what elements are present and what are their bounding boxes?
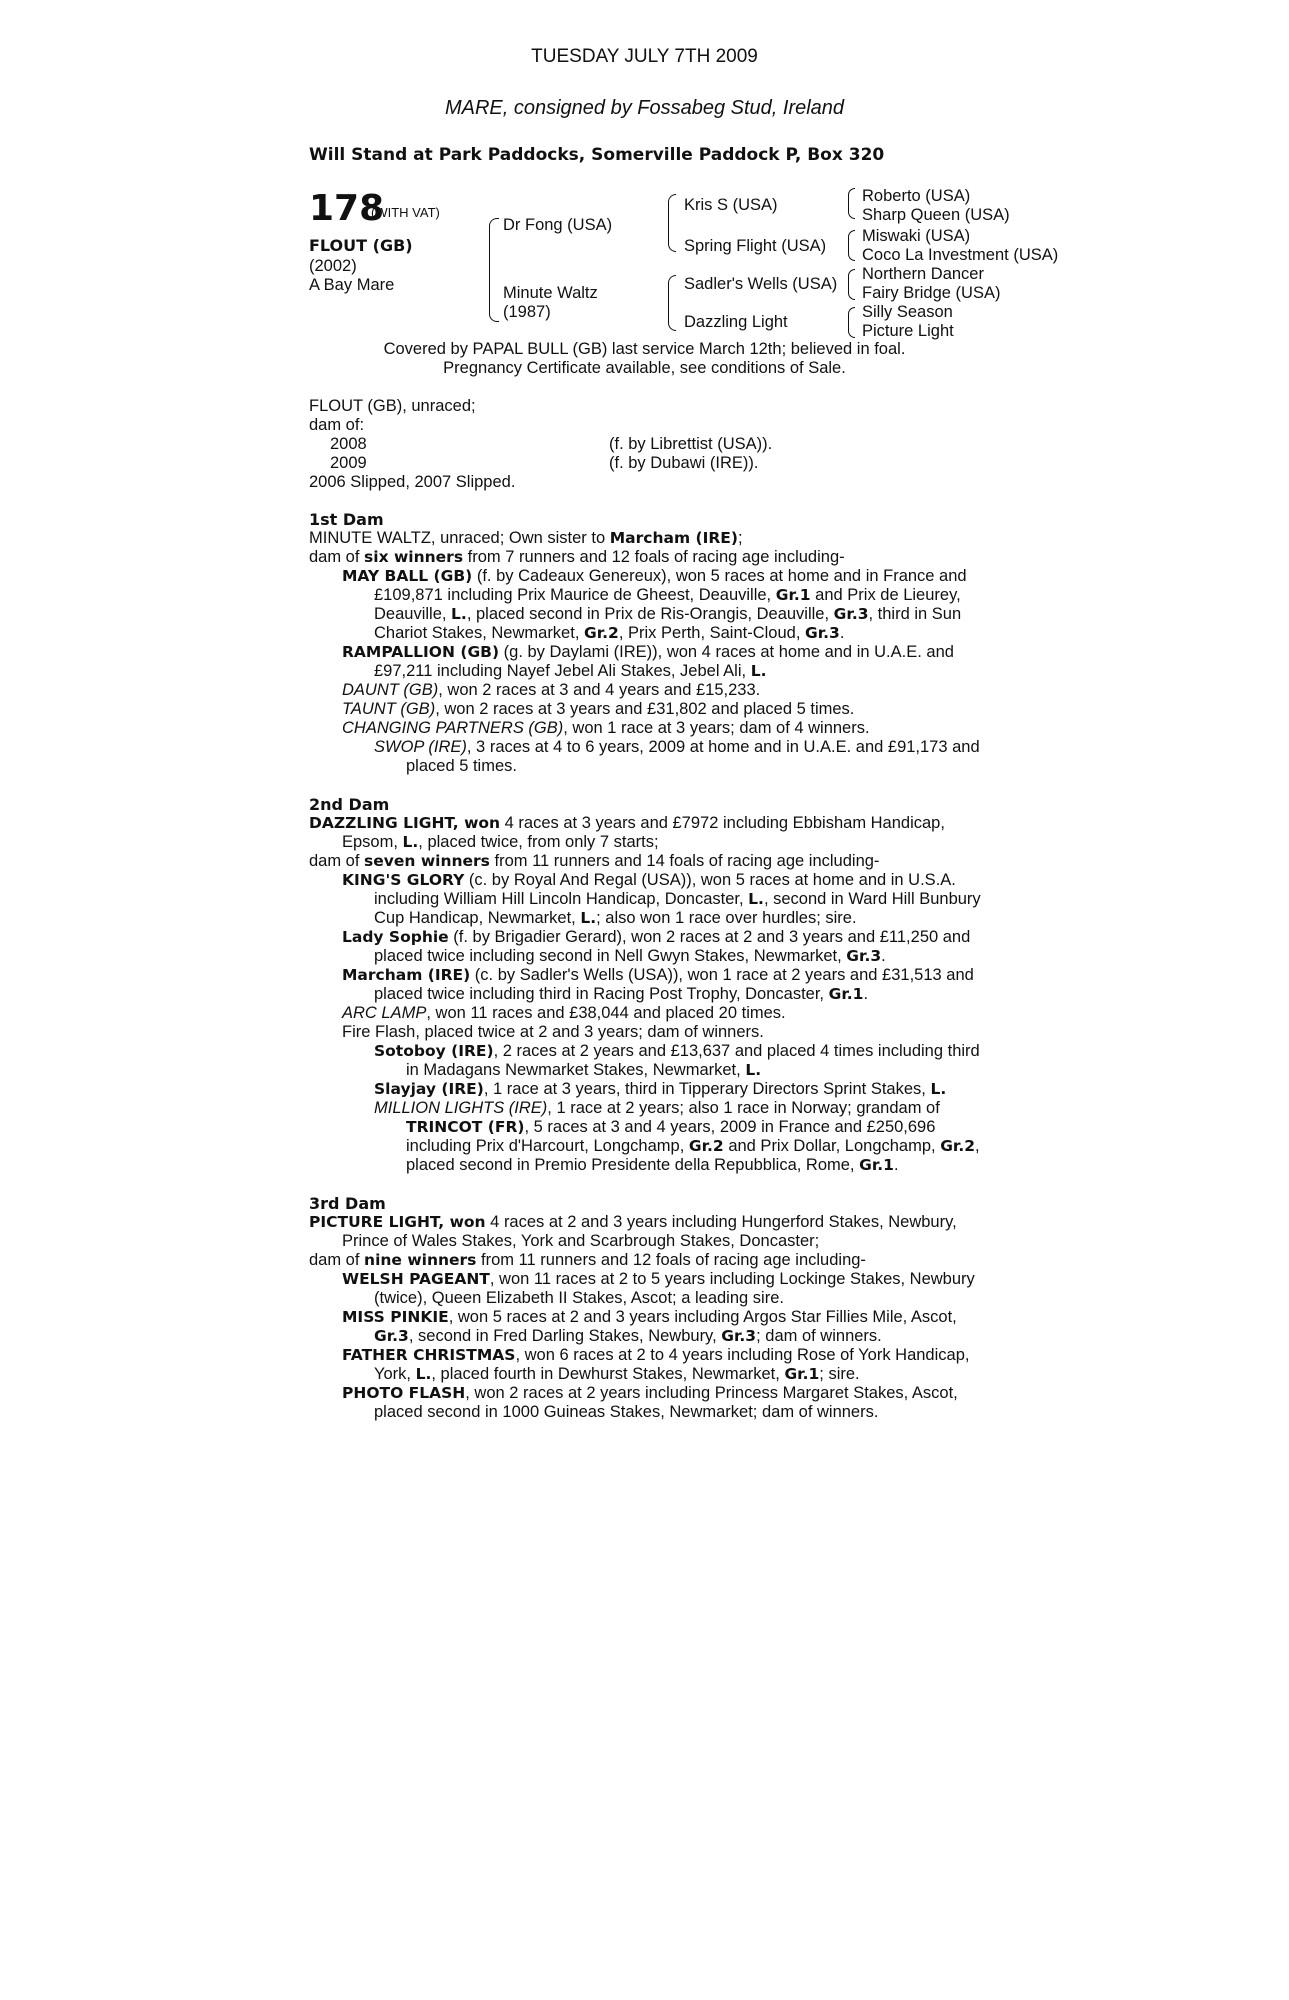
- pedigree-bracket-ss: [848, 188, 855, 219]
- horse-year: (2002): [309, 257, 357, 275]
- second-dam-line: DAZZLING LIGHT, won 4 races at 3 years and £7972 including Ebbisham Handicap,: [309, 814, 945, 832]
- first-dam-line: £97,211 including Nayef Jebel Ali Stakes, Jebel Ali, L.: [374, 662, 767, 680]
- pedigree-dam: Minute Waltz: [503, 284, 598, 302]
- first-dam-line: DAUNT (GB), won 2 races at 3 and 4 years and £15,233.: [342, 681, 761, 699]
- pedigree-bracket-dam: [668, 275, 676, 331]
- pedigree-bracket-dd: [848, 307, 855, 338]
- lot-number: 178: [309, 188, 385, 229]
- sale-date: TUESDAY JULY 7TH 2009: [531, 46, 758, 67]
- second-dam-line: Marcham (IRE) (c. by Sadler's Wells (USA)), won 1 race at 2 years and £31,513 and: [342, 966, 974, 984]
- pedigree-bracket-sd: [848, 230, 855, 261]
- stand-location: Will Stand at Park Paddocks, Somerville Paddock P, Box 320: [309, 145, 885, 165]
- first-dam-line: Chariot Stakes, Newmarket, Gr.2, Prix Perth, Saint-Cloud, Gr.3.: [374, 624, 845, 642]
- first-dam-line: MAY BALL (GB) (f. by Cadeaux Genereux), won 5 races at home and in France and: [342, 567, 967, 585]
- second-dam-line: Lady Sophie (f. by Brigadier Gerard), won 2 races at 2 and 3 years and £11,250 and: [342, 928, 971, 946]
- consignor-line: MARE, consigned by Fossabeg Stud, Ireland: [444, 97, 845, 119]
- first-dam-line: dam of six winners from 7 runners and 12 foals of racing age including-: [309, 548, 845, 566]
- second-dam-line: ARC LAMP, won 11 races and £38,044 and placed 20 times.: [342, 1004, 786, 1022]
- pedigree-dam-dam: Dazzling Light: [684, 313, 788, 331]
- third-dam-line: Prince of Wales Stakes, York and Scarbrough Stakes, Doncaster;: [342, 1232, 820, 1250]
- pedigree-dam-sire: Sadler's Wells (USA): [684, 275, 838, 293]
- third-dam-line: placed second in 1000 Guineas Stakes, Newmarket; dam of winners.: [374, 1403, 879, 1421]
- third-dam-line: FATHER CHRISTMAS, won 6 races at 2 to 4 years including Rose of York Handicap,: [342, 1346, 970, 1364]
- first-dam-line: RAMPALLION (GB) (g. by Daylami (IRE)), won 4 races at home and in U.A.E. and: [342, 643, 954, 661]
- pregnancy-note: Pregnancy Certificate available, see conditions of Sale.: [443, 359, 846, 377]
- section-heading-3rd-dam: 3rd Dam: [309, 1194, 386, 1213]
- third-dam-line: (twice), Queen Elizabeth II Stakes, Ascot; a leading sire.: [374, 1289, 784, 1307]
- second-dam-line: KING'S GLORY (c. by Royal And Regal (USA)), won 5 races at home and in U.S.A.: [342, 871, 956, 889]
- produce-year: 2008: [330, 435, 367, 453]
- second-dam-line: Sotoboy (IRE), 2 races at 2 years and £13,637 and placed 4 times including third: [374, 1042, 980, 1060]
- pedigree-ssd: Sharp Queen (USA): [862, 206, 1010, 224]
- third-dam-line: Gr.3, second in Fred Darling Stakes, Newbury, Gr.3; dam of winners.: [374, 1327, 882, 1345]
- pedigree-bracket-sire: [668, 194, 676, 252]
- second-dam-line: TRINCOT (FR), 5 races at 3 and 4 years, 2009 in France and £250,696: [406, 1118, 936, 1136]
- second-dam-line: placed second in Premio Presidente della Repubblica, Rome, Gr.1.: [406, 1156, 899, 1174]
- third-dam-line: dam of nine winners from 11 runners and 12 foals of racing age including-: [309, 1251, 866, 1269]
- pedigree-dam-year: (1987): [503, 303, 551, 321]
- second-dam-line: placed twice including second in Nell Gwyn Stakes, Newmarket, Gr.3.: [374, 947, 886, 965]
- second-dam-line: including Prix d'Harcourt, Longchamp, Gr.2 and Prix Dollar, Longchamp, Gr.2,: [406, 1137, 980, 1155]
- first-dam-line: SWOP (IRE), 3 races at 4 to 6 years, 2009 at home and in U.A.E. and £91,173 and: [374, 738, 980, 756]
- horse-name: FLOUT (GB): [309, 236, 413, 255]
- first-dam-line: TAUNT (GB), won 2 races at 3 years and £31,802 and placed 5 times.: [342, 700, 855, 718]
- covered-note: Covered by PAPAL BULL (GB) last service March 12th; believed in foal.: [383, 340, 906, 358]
- vat-note: (WITH VAT): [371, 205, 440, 220]
- pedigree-sds: Miswaki (USA): [862, 227, 971, 245]
- second-dam-line: Fire Flash, placed twice at 2 and 3 years; dam of winners.: [342, 1023, 764, 1041]
- second-dam-line: placed twice including third in Racing Post Trophy, Doncaster, Gr.1.: [374, 985, 869, 1003]
- produce-line: FLOUT (GB), unraced;: [309, 397, 476, 415]
- third-dam-line: MISS PINKIE, won 5 races at 2 and 3 years including Argos Star Fillies Mile, Ascot,: [342, 1308, 957, 1326]
- second-dam-line: Epsom, L., placed twice, from only 7 starts;: [342, 833, 659, 851]
- pedigree-bracket-ds: [848, 269, 855, 300]
- pedigree-dds: Silly Season: [862, 303, 953, 321]
- produce-slipped: 2006 Slipped, 2007 Slipped.: [309, 473, 516, 491]
- pedigree-sire: Dr Fong (USA): [503, 216, 613, 234]
- second-dam-line: in Madagans Newmarket Stakes, Newmarket, L.: [406, 1061, 762, 1079]
- pedigree-sire-sire: Kris S (USA): [684, 196, 778, 214]
- second-dam-line: Slayjay (IRE), 1 race at 3 years, third in Tipperary Directors Sprint Stakes, L.: [374, 1080, 947, 1098]
- pedigree-ddd: Picture Light: [862, 322, 954, 340]
- pedigree-dsd: Fairy Bridge (USA): [862, 284, 1001, 302]
- first-dam-line: MINUTE WALTZ, unraced; Own sister to Marcham (IRE);: [309, 529, 743, 547]
- third-dam-line: WELSH PAGEANT, won 11 races at 2 to 5 years including Lockinge Stakes, Newbury: [342, 1270, 975, 1288]
- first-dam-line: CHANGING PARTNERS (GB), won 1 race at 3 years; dam of 4 winners.: [342, 719, 870, 737]
- pedigree-sire-dam: Spring Flight (USA): [684, 237, 827, 255]
- section-heading-1st-dam: 1st Dam: [309, 510, 384, 529]
- second-dam-line: Cup Handicap, Newmarket, L.; also won 1 race over hurdles; sire.: [374, 909, 857, 927]
- third-dam-line: PICTURE LIGHT, won 4 races at 2 and 3 years including Hungerford Stakes, Newbury,: [309, 1213, 957, 1231]
- pedigree-bracket-gen1: [489, 218, 499, 322]
- produce-line: dam of:: [309, 416, 365, 434]
- first-dam-line: Deauville, L., placed second in Prix de Ris-Orangis, Deauville, Gr.3, third in Sun: [374, 605, 962, 623]
- produce-note: (f. by Librettist (USA)).: [609, 435, 773, 453]
- first-dam-line: £109,871 including Prix Maurice de Gheest, Deauville, Gr.1 and Prix de Lieurey,: [374, 586, 961, 604]
- third-dam-line: York, L., placed fourth in Dewhurst Stakes, Newmarket, Gr.1; sire.: [374, 1365, 860, 1383]
- produce-note: (f. by Dubawi (IRE)).: [609, 454, 759, 472]
- third-dam-line: PHOTO FLASH, won 2 races at 2 years including Princess Margaret Stakes, Ascot,: [342, 1384, 958, 1402]
- horse-description: A Bay Mare: [309, 276, 395, 294]
- pedigree-sss: Roberto (USA): [862, 187, 971, 205]
- first-dam-line: placed 5 times.: [406, 757, 517, 775]
- produce-year: 2009: [330, 454, 367, 472]
- second-dam-line: MILLION LIGHTS (IRE), 1 race at 2 years; also 1 race in Norway; grandam of: [374, 1099, 940, 1117]
- second-dam-line: dam of seven winners from 11 runners and 14 foals of racing age including-: [309, 852, 880, 870]
- second-dam-line: including William Hill Lincoln Handicap, Doncaster, L., second in Ward Hill Bunbury: [374, 890, 981, 908]
- section-heading-2nd-dam: 2nd Dam: [309, 795, 390, 814]
- pedigree-sdd: Coco La Investment (USA): [862, 246, 1059, 264]
- pedigree-dss: Northern Dancer: [862, 265, 984, 283]
